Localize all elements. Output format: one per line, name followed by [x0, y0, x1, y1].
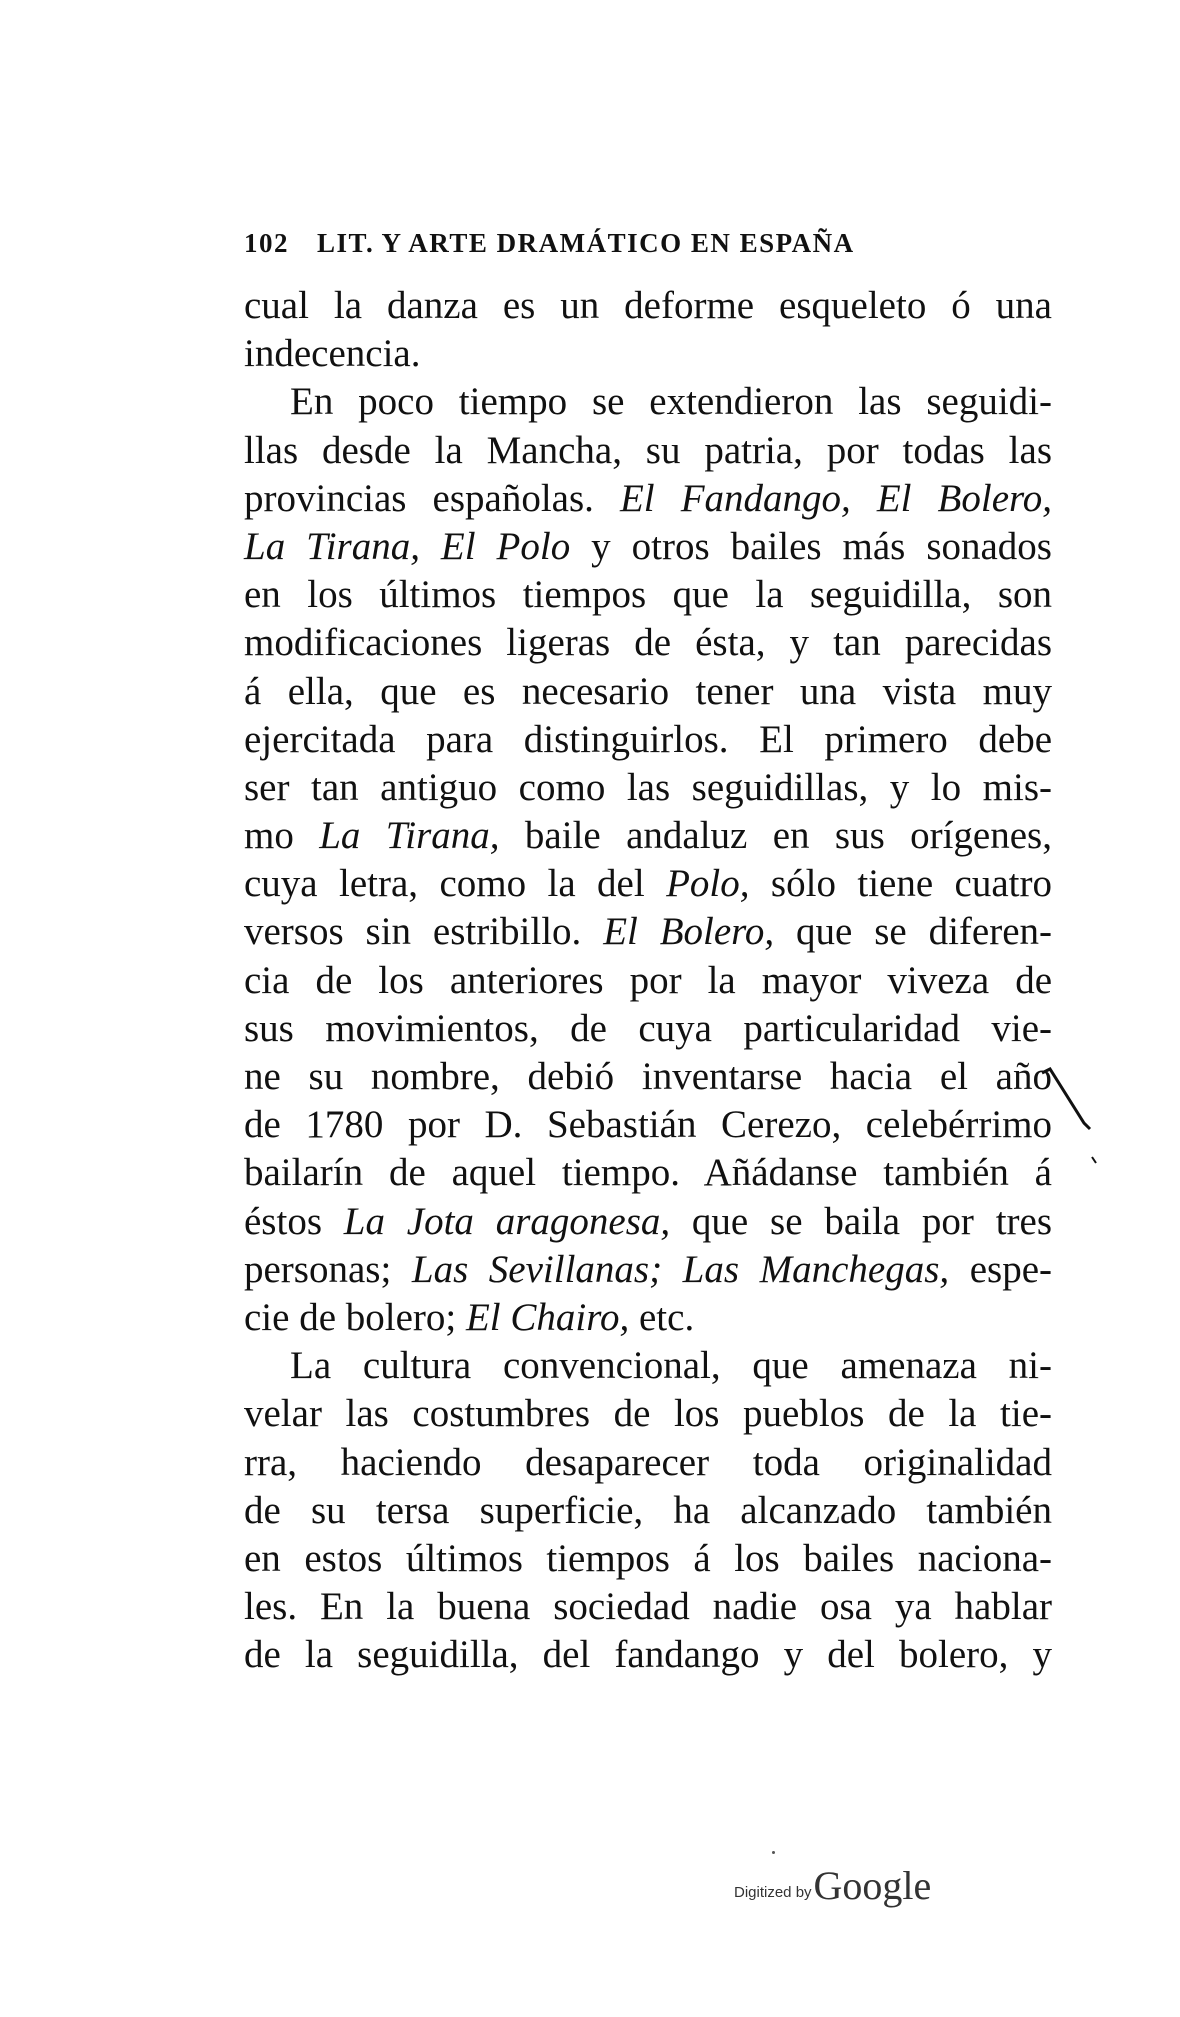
- text-run: mo: [244, 814, 320, 858]
- text-run: rra, haciendo desaparecer toda originalidad: [244, 1440, 1052, 1484]
- italic-run: El Bolero,: [603, 910, 775, 954]
- text-line: [244, 1149, 1052, 1197]
- text-run: ne su nombre, debió inventarse hacia el año: [244, 1055, 1052, 1098]
- text-run: que se diferen-: [774, 910, 1052, 954]
- speck: [772, 1851, 775, 1854]
- text-line: [244, 1535, 1052, 1583]
- text-line: [244, 427, 1052, 475]
- text-run: cie de bolero;: [244, 1295, 466, 1339]
- italic-run: Las Sevillanas; Las Manchegas,: [411, 1247, 950, 1291]
- text-run: cuya letra, como la del: [244, 862, 667, 906]
- text-run: En poco tiempo se extendieron las seguidi-: [290, 380, 1052, 424]
- text-run: modificaciones ligeras de ésta, y tan parecidas: [244, 621, 1052, 665]
- text-line: [244, 330, 1052, 378]
- text-run: les. En la buena sociedad nadie osa ya hablar: [244, 1585, 1052, 1629]
- text-line: [244, 1487, 1052, 1535]
- running-header: [244, 228, 1064, 259]
- italic-run: Polo,: [666, 862, 750, 906]
- text-run: sus movimientos, de cuya particularidad vie-: [244, 1006, 1052, 1050]
- text-run: y otros bailes más sonados: [570, 524, 1052, 568]
- text-line: [244, 957, 1052, 1005]
- text-run: La cultura convencional, que amenaza ni-: [290, 1344, 1052, 1388]
- text-line: [244, 1005, 1052, 1053]
- text-run: indecencia.: [244, 332, 421, 376]
- text-run: bailarín de aquel tiempo. Añádanse también á: [244, 1151, 1052, 1195]
- text-run: espe-: [949, 1247, 1052, 1291]
- text-line: [244, 1198, 1052, 1246]
- text-line: [244, 716, 1052, 764]
- text-run: velar las costumbres de los pueblos de la tie-: [244, 1392, 1052, 1436]
- text-run: baile andaluz en sus orígenes,: [499, 814, 1052, 858]
- text-line: [244, 282, 1052, 330]
- page-number: 102: [244, 228, 289, 258]
- text-line: [244, 860, 1052, 908]
- text-line: [244, 764, 1052, 812]
- text-line: [244, 1583, 1052, 1631]
- text-run: provincias españolas.: [244, 476, 620, 520]
- text-line: [244, 1246, 1052, 1294]
- text-line: [244, 619, 1052, 667]
- text-run: de 1780 por D. Sebastián Cerezo, celebérrimo: [244, 1103, 1052, 1147]
- google-wordmark: Google: [813, 1863, 932, 1908]
- italic-run: La Tirana, El Polo: [244, 524, 571, 568]
- text-line: [244, 1101, 1052, 1149]
- text-line: [244, 1053, 1052, 1101]
- text-run: ejercitada para distinguirlos. El primero debe: [244, 717, 1052, 761]
- text-line: [244, 668, 1052, 716]
- body-text: [244, 282, 1052, 1679]
- text-run: personas;: [244, 1247, 412, 1291]
- text-run: de la seguidilla, del fandango y del bolero, y: [244, 1633, 1052, 1677]
- text-line: [244, 812, 1052, 860]
- text-line: [244, 1439, 1052, 1487]
- text-run: etc.: [629, 1295, 695, 1339]
- pen-mark: [1040, 1065, 1100, 1165]
- text-run: cia de los anteriores por la mayor viveza de: [244, 958, 1052, 1002]
- text-run: á ella, que es necesario tener una vista muy: [244, 669, 1052, 713]
- text-run: ser tan antiguo como las seguidillas, y lo mis-: [244, 765, 1052, 809]
- running-title: LIT. Y ARTE DRAMÁTICO EN ESPAÑA: [317, 228, 855, 258]
- text-run: llas desde la Mancha, su patria, por todas las: [244, 428, 1052, 472]
- text-line: [244, 1294, 1052, 1342]
- text-run: cual la danza es un deforme esqueleto ó una: [244, 284, 1052, 327]
- text-line: [244, 571, 1052, 619]
- text-run: versos sin estribillo.: [244, 910, 604, 954]
- text-run: que se baila por tres: [670, 1199, 1053, 1243]
- text-line: [244, 475, 1052, 523]
- italic-run: El Fandango, El Bolero,: [619, 476, 1053, 520]
- text-run: de su tersa superficie, ha alcanzado también: [244, 1488, 1052, 1532]
- digitized-by-google-mark: [734, 1862, 931, 1909]
- text-run: éstos: [244, 1199, 344, 1243]
- text-line: [244, 1390, 1052, 1438]
- italic-run: El Chairo,: [465, 1295, 630, 1339]
- text-line: [244, 523, 1052, 571]
- digitized-prefix: Digitized by: [734, 1884, 812, 1901]
- text-line: [244, 1342, 1052, 1390]
- text-run: sólo tiene cuatro: [749, 862, 1052, 906]
- text-line: [244, 378, 1052, 426]
- italic-run: La Tirana,: [319, 814, 500, 858]
- text-run: en estos últimos tiempos á los bailes naciona-: [244, 1536, 1052, 1580]
- italic-run: La Jota aragonesa,: [343, 1199, 671, 1243]
- text-line: [244, 1631, 1052, 1679]
- text-run: en los últimos tiempos que la seguidilla, son: [244, 573, 1052, 617]
- text-line: [244, 908, 1052, 956]
